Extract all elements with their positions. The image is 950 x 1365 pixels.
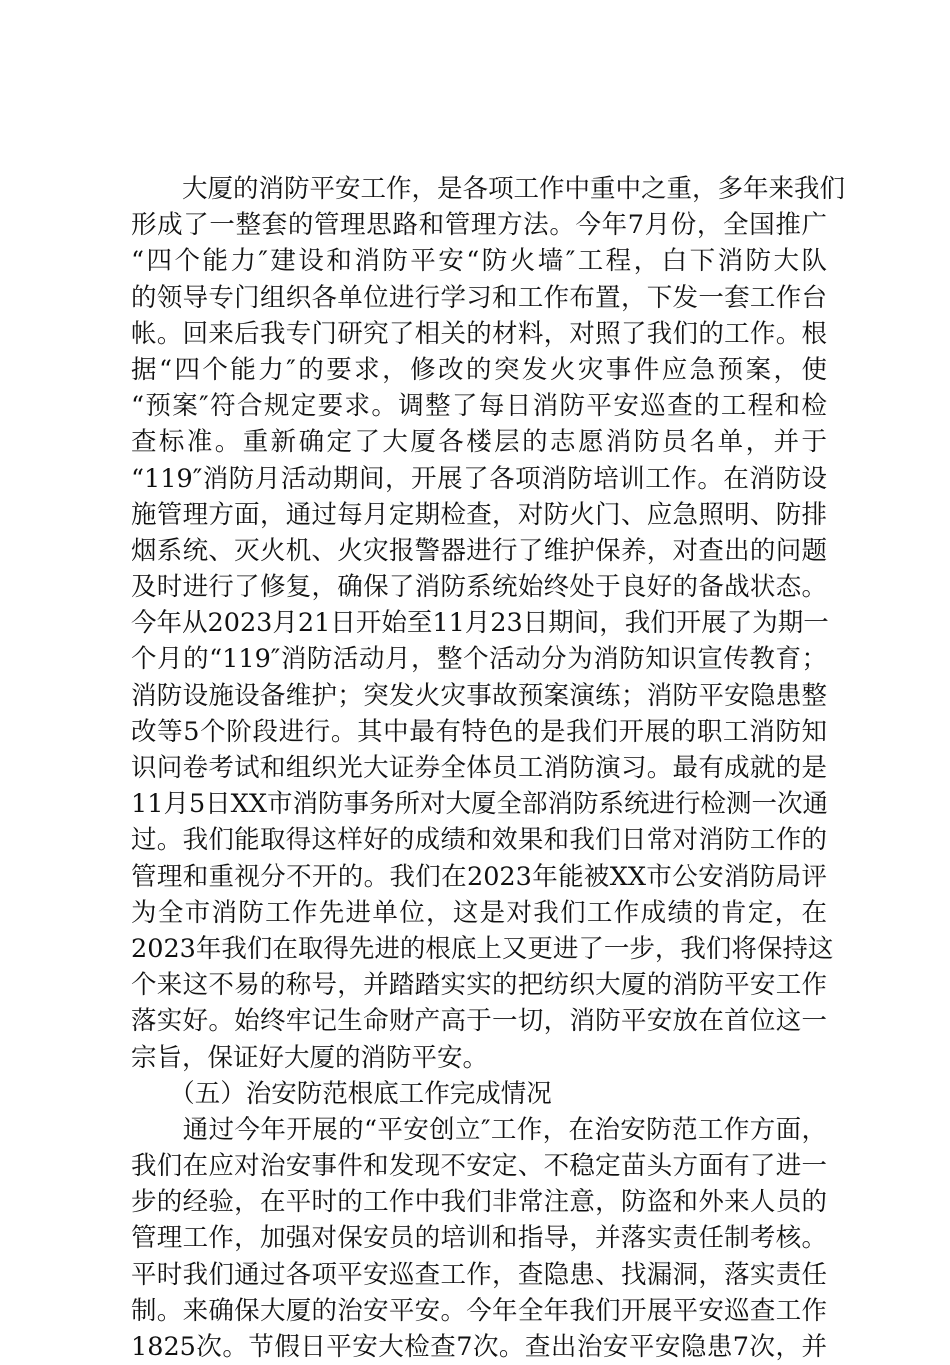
text-line: 施管理方面，通过每月定期检查，对防火门、应急照明、防排 [131, 499, 827, 530]
text-line: 1825次。节假日平安大检查7次。查出治安平安隐患7次，并 [131, 1332, 827, 1362]
paragraph-fire-safety [131, 171, 846, 1076]
text-line: 步的经验，在平时的工作中我们非常注意，防盗和外来人员的 [131, 1187, 827, 1218]
text-line: 今年从2023月21日开始至11月23日期间，我们开展了为期一 [131, 608, 829, 639]
text-line: 制。来确保大厦的治安平安。今年全年我们开展平安巡查工作 [131, 1295, 827, 1326]
text-line: 查标准。重新确定了大厦各楼层的志愿消防员名单，并于 [131, 427, 827, 458]
text-line: 管理和重视分不开的。我们在2023年能被XX市公安消防局评 [131, 861, 827, 892]
text-line: 宗旨，保证好大厦的消防平安。 [131, 1042, 489, 1073]
text-line: 管理工作，加强对保安员的培训和指导，并落实责任制考核。 [131, 1223, 827, 1254]
text-line: 形成了一整套的管理思路和管理方法。今年7月份，全国推广 [131, 210, 827, 241]
text-line: 11月5日XX市消防事务所对大厦全部消防系统进行检测一次通 [131, 789, 828, 820]
text-line: 个月的“119″消防活动月，整个活动分为消防知识宣传教育； [131, 644, 827, 675]
text-line: 消防设施设备维护；突发火灾事故预案演练；消防平安隐患整 [131, 680, 827, 711]
text-line: 通过今年开展的“平安创立″工作，在治安防范工作方面， [131, 1114, 827, 1145]
text-line: “预案″符合规定要求。调整了每日消防平安巡查的工程和检 [131, 391, 827, 422]
paragraph-public-security [131, 1112, 827, 1365]
text-line: 平时我们通过各项平安巡查工作，查隐患、找漏洞，落实责任 [131, 1259, 827, 1290]
text-line: 识问卷考试和组织光大证券全体员工消防演习。最有成就的是 [131, 753, 827, 783]
section-heading: （五）治安防范根底工作完成情况 [131, 1078, 552, 1109]
text-line: 烟系统、灭火机、火灾报警器进行了维护保养，对查出的问题 [131, 535, 827, 566]
text-line: 为全市消防工作先进单位，这是对我们工作成绩的肯定，在 [131, 897, 827, 928]
text-line: 我们在应对治安事件和发现不安定、不稳定苗头方面有了进一 [131, 1151, 827, 1182]
text-line: 的领导专门组织各单位进行学习和工作布置，下发一套工作台 [131, 282, 827, 313]
text-line: 个来这不易的称号，并踏踏实实的把纺织大厦的消防平安工作 [131, 970, 827, 1001]
text-line: “119″消防月活动期间，开展了各项消防培训工作。在消防设 [131, 463, 827, 494]
text-line: 及时进行了修复，确保了消防系统始终处于良好的备战状态。 [131, 572, 827, 603]
text-line: 大厦的消防平安工作，是各项工作中重中之重，多年来我们 [131, 174, 846, 204]
text-line: 2023年我们在取得先进的根底上又更进了一步，我们将保持这 [131, 933, 834, 964]
text-line: 改等5个阶段进行。其中最有特色的是我们开展的职工消防知 [131, 716, 827, 747]
text-line: 落实好。始终牢记生命财产高于一切，消防平安放在首位这一 [131, 1006, 827, 1037]
text-line: 过。我们能取得这样好的成绩和效果和我们日常对消防工作的 [131, 825, 827, 856]
document-body [131, 171, 846, 1365]
text-line: 帐。回来后我专门研究了相关的材料，对照了我们的工作。根 [131, 318, 827, 349]
text-line: “四个能力″建设和消防平安“防火墙″工程，白下消防大队 [131, 246, 827, 277]
text-line: 据“四个能力″的要求，修改的突发火灾事件应急预案，使 [131, 354, 827, 385]
